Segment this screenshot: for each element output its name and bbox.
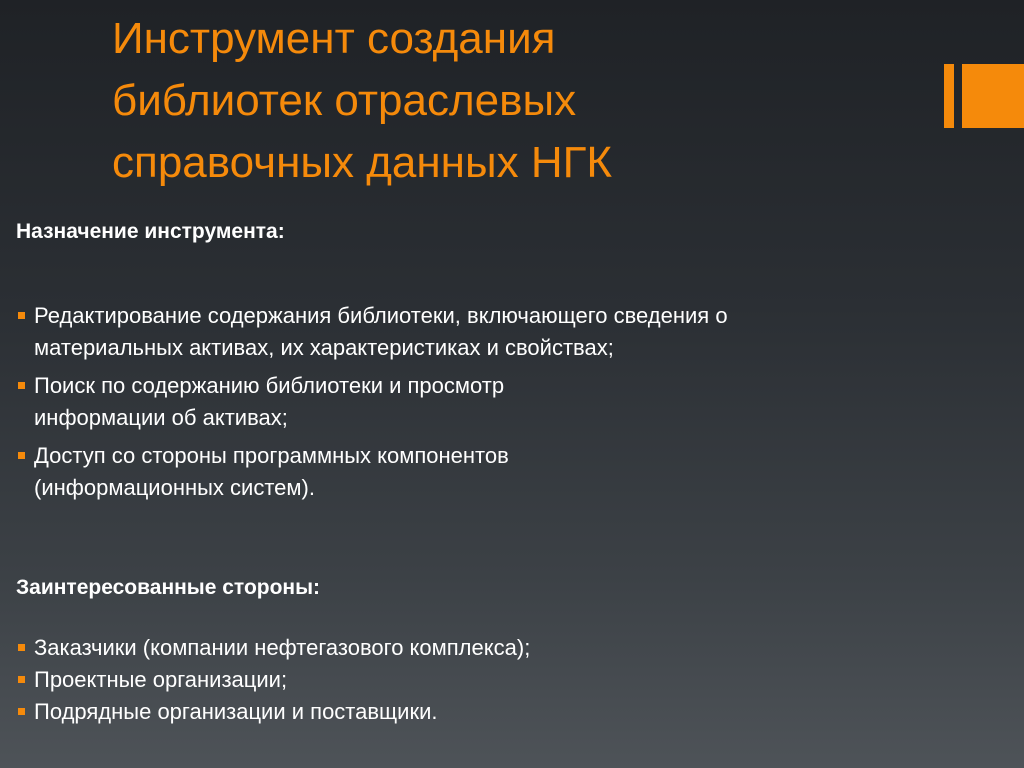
purpose-list (16, 300, 776, 510)
accent-bar-thin (944, 64, 954, 128)
slide-title-line: Инструмент создания (112, 14, 556, 63)
stakeholders-list (16, 632, 776, 728)
slide-title-line: справочных данных НГК (112, 138, 613, 187)
accent-bar-thick (962, 64, 1024, 128)
list-item-text: Заказчики (компании нефтегазового комплекса); (34, 635, 531, 660)
list-item (16, 440, 776, 504)
title-accent-bars (944, 64, 1024, 128)
bullet-square-icon (18, 382, 25, 389)
list-item-text: Подрядные организации и поставщики. (34, 699, 438, 724)
bullet-square-icon (18, 312, 25, 319)
list-item (16, 632, 776, 664)
slide-title-line: библиотек отраслевых (112, 76, 577, 125)
slide-title (112, 8, 912, 194)
list-item-text: Проектные организации; (34, 667, 288, 692)
section-heading-purpose: Назначение инструмента: (16, 220, 285, 243)
list-item-text: Доступ со стороны программных компонентов (информационных систем). (34, 443, 509, 500)
bullet-square-icon (18, 708, 25, 715)
section-heading-stakeholders: Заинтересованные стороны: (16, 576, 321, 599)
bullet-square-icon (18, 676, 25, 683)
list-item (16, 370, 776, 434)
bullet-square-icon (18, 644, 25, 651)
list-item-text: Редактирование содержания библиотеки, включающего сведения о материальных активах, их характеристиках и свойствах; (34, 303, 728, 360)
bullet-square-icon (18, 452, 25, 459)
list-item (16, 696, 776, 728)
list-item (16, 664, 776, 696)
list-item (16, 300, 776, 364)
list-item-text: Поиск по содержанию библиотеки и просмотр информации об активах; (34, 373, 505, 430)
